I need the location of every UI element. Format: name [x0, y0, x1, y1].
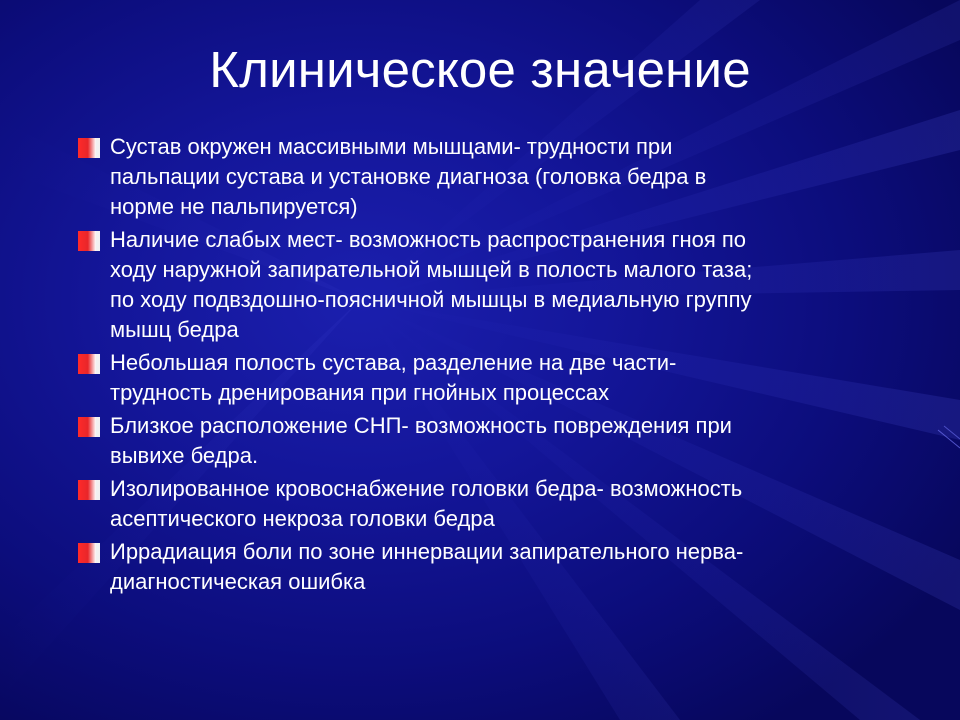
- red-square-bullet-icon: [78, 138, 100, 158]
- red-square-bullet-icon: [78, 417, 100, 437]
- bullet-line: вывихе бедра.: [110, 443, 259, 468]
- bullet-line: трудность дренирования при гнойных процессах: [110, 380, 610, 405]
- bullet-line: норме не пальпируется): [110, 194, 358, 219]
- list-item: [76, 132, 906, 222]
- bullet-line: по ходу подвздошно-поясничной мышцы в медиальную группу: [110, 287, 752, 312]
- bullet-line: Наличие слабых мест- возможность распространения гноя по: [110, 227, 747, 252]
- bullet-line: Сустав окружен массивными мышцами- трудности при: [110, 134, 673, 159]
- bullet-line: асептического некроза головки бедра: [110, 506, 495, 531]
- list-item: [76, 474, 906, 534]
- red-square-bullet-icon: [78, 354, 100, 374]
- red-square-bullet-icon: [78, 231, 100, 251]
- red-square-bullet-icon: [78, 543, 100, 563]
- bullet-list: [76, 132, 906, 600]
- bullet-line: Близкое расположение СНП- возможность повреждения при: [110, 413, 732, 438]
- bullet-line: ходу наружной запирательной мышцей в полость малого таза;: [110, 257, 753, 282]
- list-item: [76, 348, 906, 408]
- red-square-bullet-icon: [78, 480, 100, 500]
- bullet-line: пальпации сустава и установке диагноза (головка бедра в: [110, 164, 707, 189]
- list-item: [76, 225, 906, 345]
- page-title: Клиническое значение: [209, 41, 751, 98]
- bullet-line: Небольшая полость сустава, разделение на две части-: [110, 350, 677, 375]
- bullet-line: диагностическая ошибка: [110, 569, 366, 594]
- list-item: [76, 537, 906, 597]
- bullet-line: Иррадиация боли по зоне иннервации запирательного нерва-: [110, 539, 744, 564]
- bullet-line: Изолированное кровоснабжение головки бедра- возможность: [110, 476, 743, 501]
- list-item: [76, 411, 906, 471]
- bullet-line: мышц бедра: [110, 317, 239, 342]
